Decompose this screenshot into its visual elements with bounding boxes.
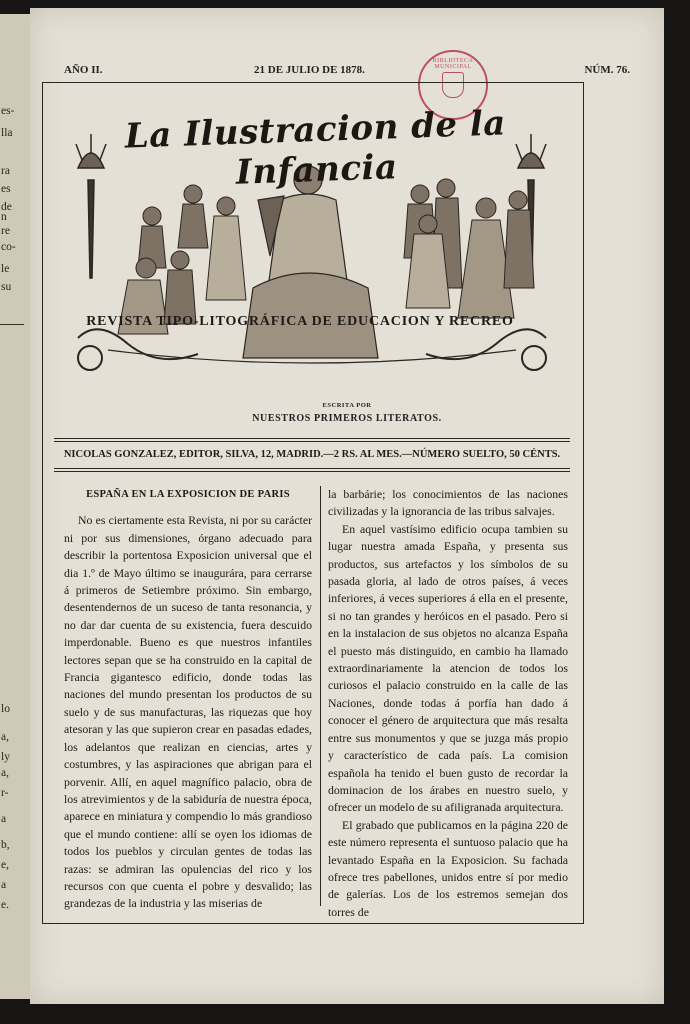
facing-page-fragment: e, [1, 859, 9, 871]
facing-page-fragment: lla [1, 127, 13, 139]
facing-page-fragment: r- [1, 787, 9, 799]
column-divider [320, 486, 321, 906]
facing-page-fragment: co- [1, 241, 16, 253]
facing-page-fragment: re [1, 225, 10, 237]
issue-year: AÑO II. [64, 64, 103, 76]
facing-page-fragment: b, [1, 839, 10, 851]
editor-line: NICOLAS GONZALEZ, EDITOR, SILVA, 12, MADRID.—2 RS. AL MES.—NÚMERO SUELTO, 50 CÉNTS. [63, 449, 561, 460]
facing-page-fragment: su [1, 281, 12, 293]
newspaper-page [30, 8, 664, 1004]
newspaper-subtitle: REVISTA TIPO-LITOGRÁFICA DE EDUCACION Y RECREO [86, 314, 514, 329]
facing-page-fragment: n [1, 211, 7, 223]
issue-header [64, 64, 630, 80]
facing-page-fragment: a [1, 879, 7, 891]
facing-page-edge [0, 14, 32, 999]
ornamental-scroll-right [426, 329, 546, 359]
written-by-label: ESCRITA POR [322, 402, 372, 409]
article-paragraph-continuation: la barbárie; los conocimientos de las naciones civilizadas y la ignorancia de las tribus salvajes. [328, 487, 568, 519]
facing-page-fragment: es [1, 183, 11, 195]
divider-top-double [54, 441, 570, 442]
newspaper-title: La Ilustracion de la Infancia [124, 103, 507, 193]
facing-page-fragment: a, [1, 731, 9, 743]
facing-page-fragment: e. [1, 899, 9, 911]
facing-page-fragment: ra [1, 165, 10, 177]
facing-page-fragment: ly [1, 751, 10, 763]
divider-bottom-double [54, 471, 570, 472]
facing-page-rule [0, 324, 24, 325]
article-paragraph: El grabado que publicamos en la página 220 de este número representa el suntuoso palacio que ha levantado España en la Exposicion. Su fachada ofrece tres pabellones, unidos entre sí por medio de galerías. Los de los estremos semejan dos torres de [328, 817, 568, 919]
stamp-text: BIBLIOTECA MUNICIPAL [432, 58, 474, 70]
article-paragraph: En aquel vastísimo edificio ocupa tambien su lugar nuestra amada España, y presenta sus productos, sus artefactos y los símbolos de su pasada gloria, al lado de otros países, á veces inferiores, á veces superiores á ella en el presente, si no tan grandes y heróicos en el pasado. Pero si en la instalacion de sus objetos no alcanza España el puesto más distinguido, en cambio ha llamado extraordinariamente la atencion de todos los curiosos el palacio construido en la calle de las Naciones, donde todas á porfía han dado á conocer el género de arquitectura que más resalta entre sus monumentos y que se juzga más propio y característico de cada país. La comision española ha tenido el buen gusto de recordar la dominacion de los árabes en nuestro suelo, y ofrecer un modelo de su afiligranada arquitectura. [328, 521, 568, 815]
masthead [48, 88, 576, 386]
article-column-right [328, 486, 568, 921]
facing-page-fragment: es- [1, 105, 15, 117]
article-paragraph: No es ciertamente esta Revista, ni por su carácter ni por sus dimensiones, órgano adecuado para describir la portentosa Exposicion universal que el dia 1.º de Mayo último se inaugurára, para cerrarse á primeros de Setiembre próximo. Sin embargo, desentendernos de un suceso de tanta resonancia, y no dar dar cuenta de su existencia, fuera descuido imperdonable. Bueno es que nuestros infantiles lectores sepan que se ha construido en la capital de Francia gigantesco edificio, donde todas las naciones del mundo presentan los productos de su suelo y de sus manufacturas, las riquezas que hoy atesoran y las que supieron crear en pasadas edades, los adelantos que realizan en ciencias, artes y costumbres, y las aspiraciones que abrigan para el porvenir. Allí, en aquel magnífico palacio, obra de los atrevimientos y de la sabiduría de nuestra época, aparece en miniatura y compendio lo más grandioso que el mundo contiene: allí se oyen los idiomas de todos los pueblos y circulan gentes de todas las razas: se admiran las opulencias del rico y los recursos con que cuenta el pobre y desvalido; las grandezas de la industria y las miserias de [64, 513, 312, 911]
facing-page-fragment: a [1, 813, 7, 825]
authors-line: NUESTROS PRIMEROS LITERATOS. [252, 413, 442, 424]
issue-date: 21 DE JULIO DE 1878. [254, 64, 365, 76]
issue-number: NÚM. 76. [584, 64, 630, 76]
facing-page-fragment: lo [1, 703, 10, 715]
divider-bottom [54, 468, 570, 469]
divider-top [54, 438, 570, 439]
facing-page-fragment: a, [1, 767, 9, 779]
children-group-left [118, 185, 246, 334]
children-group-right [404, 179, 534, 318]
article-heading: ESPAÑA EN LA EXPOSICION DE PARIS [86, 489, 290, 500]
article-column-left [64, 486, 312, 913]
facing-page-fragment: le [1, 263, 10, 275]
facing-page-fragment: de [1, 201, 12, 213]
